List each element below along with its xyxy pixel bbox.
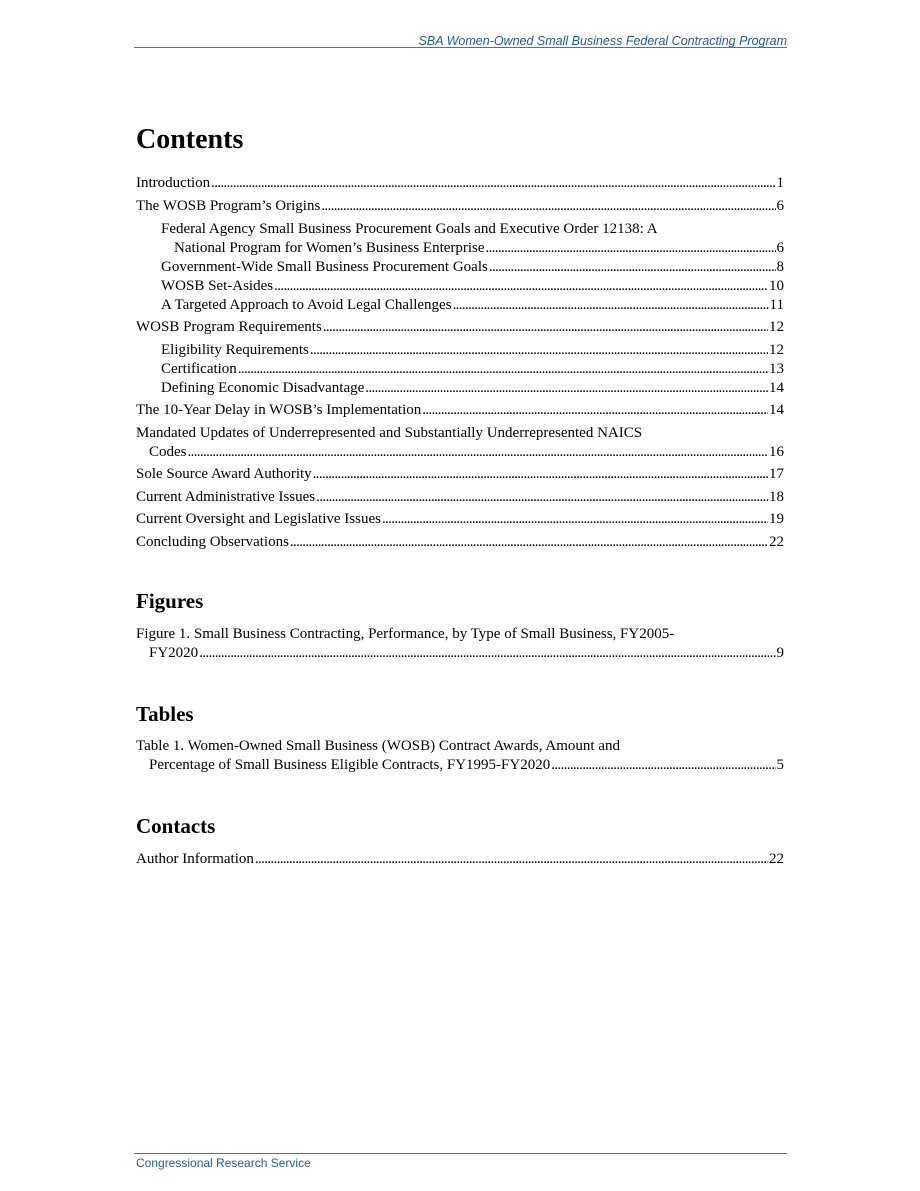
toc-entry-economic-disadvantage[interactable]: Defining Economic Disadvantage . . . 14 — [161, 379, 784, 398]
toc-entry-10-year-delay[interactable]: The 10-Year Delay in WOSB’s Implementation . . . 14 — [136, 401, 784, 420]
tables-heading: Tables — [136, 702, 194, 726]
toc-entry-naics[interactable]: Codes . . . 16 — [149, 443, 784, 462]
figure-entry-1-line1[interactable]: Figure 1. Small Business Contracting, Performance, by Type of Small Business, FY2005- — [136, 626, 675, 642]
toc-entry-naics-line1[interactable]: Mandated Updates of Underrepresented and Substantially Underrepresented NAICS — [136, 425, 643, 441]
toc-entry-oversight[interactable]: Current Oversight and Legislative Issues . . . 19 — [136, 510, 784, 529]
toc-entry-admin-issues[interactable]: Current Administrative Issues . . . 18 — [136, 488, 784, 507]
toc-entry-federal-goals[interactable]: National Program for Women’s Business Enterprise . . . 6 — [174, 239, 784, 258]
contents-heading: Contents — [136, 124, 244, 155]
toc-entry-govwide-goals[interactable]: Government-Wide Small Business Procurement Goals . . . 8 — [161, 258, 784, 277]
footer-rule — [134, 1153, 787, 1154]
running-footer: Congressional Research Service — [136, 1156, 311, 1170]
running-header: SBA Women-Owned Small Business Federal Contracting Program — [418, 34, 787, 48]
toc-entry-concluding[interactable]: Concluding Observations . . . 22 — [136, 533, 784, 552]
toc-entry-targeted-approach[interactable]: A Targeted Approach to Avoid Legal Challenges . . . 11 — [161, 296, 784, 315]
contact-entry-author-information[interactable]: Author Information . . . 22 — [136, 850, 784, 869]
figure-entry-1[interactable]: FY2020 . . . 9 — [149, 644, 784, 663]
toc-entry-origins[interactable]: The WOSB Program’s Origins . . . 6 — [136, 197, 784, 216]
toc-entry-eligibility[interactable]: Eligibility Requirements . . . 12 — [161, 341, 784, 360]
toc-entry-set-asides[interactable]: WOSB Set-Asides . . . 10 — [161, 277, 784, 296]
contacts-heading: Contacts — [136, 814, 216, 838]
table-entry-1-line1[interactable]: Table 1. Women-Owned Small Business (WOSB) Contract Awards, Amount and — [136, 738, 620, 754]
figures-heading: Figures — [136, 589, 204, 613]
toc-entry-federal-goals-line1[interactable]: Federal Agency Small Business Procurement Goals and Executive Order 12138: A — [161, 221, 658, 237]
header-rule — [134, 47, 787, 48]
toc-entry-introduction[interactable]: Introduction . . . 1 — [136, 174, 784, 193]
table-entry-1[interactable]: Percentage of Small Business Eligible Contracts, FY1995-FY2020 . . . 5 — [149, 756, 784, 775]
toc-entry-certification[interactable]: Certification . . . 13 — [161, 360, 784, 379]
toc-entry-program-requirements[interactable]: WOSB Program Requirements . . . 12 — [136, 318, 784, 337]
toc-entry-sole-source[interactable]: Sole Source Award Authority . . . 17 — [136, 465, 784, 484]
